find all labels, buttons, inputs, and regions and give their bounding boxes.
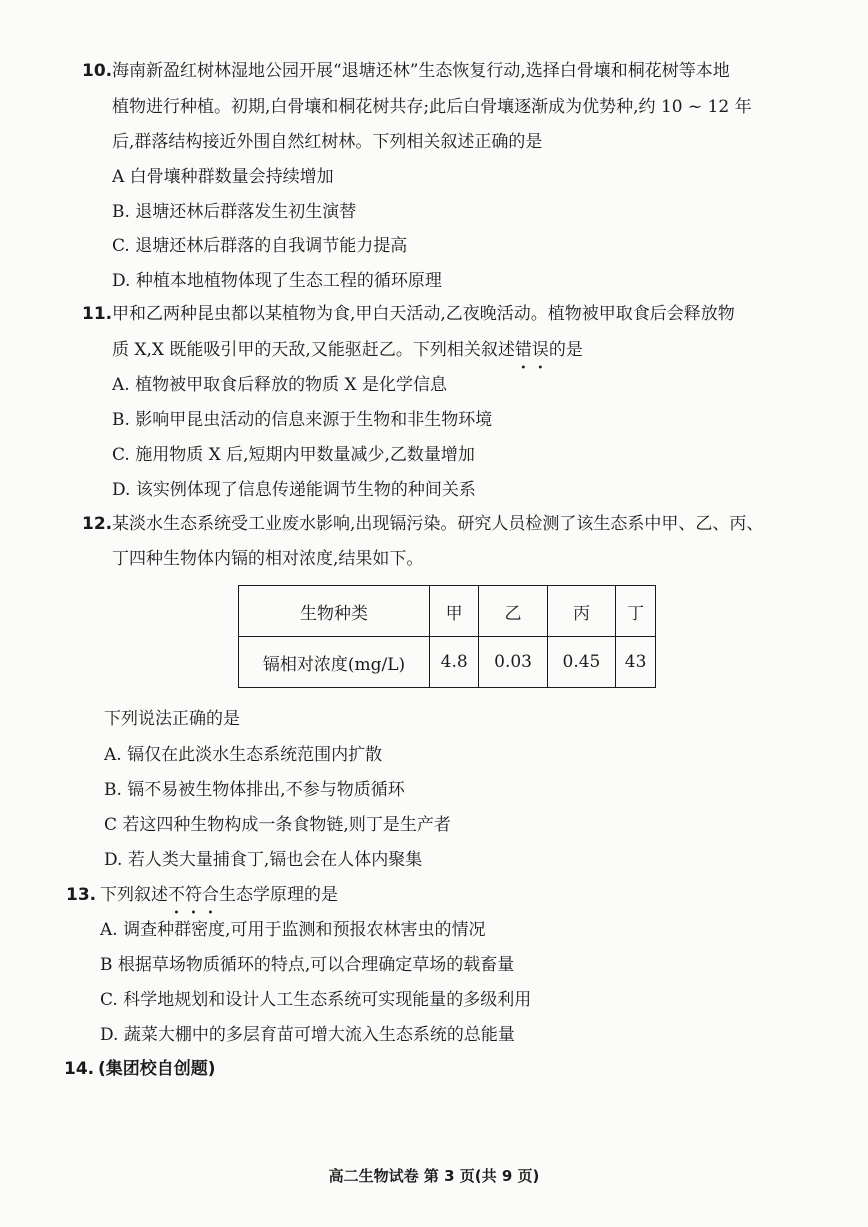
q11-option-d: D. 该实例体现了信息传递能调节生物的种间关系 [112, 480, 476, 500]
q13-stem-pre: 下列叙述 [100, 885, 168, 905]
table-row [239, 637, 656, 688]
cadmium-concentration-table [238, 585, 656, 688]
q13-option-b: B 根据草场物质循环的特点,可以合理确定草场的载畜量 [100, 955, 515, 975]
page-footer: 高二生物试卷 第 3 页(共 9 页) [328, 1167, 540, 1185]
q14-title: (集团校自创题) [98, 1059, 216, 1079]
q14-number: 14. [64, 1059, 95, 1079]
table-header-cell: 甲 [430, 586, 479, 637]
q12-option-d: D. 若人类大量捕食丁,镉也会在人体内聚集 [104, 850, 423, 870]
table-header-cell: 丁 [616, 586, 656, 637]
q13-number: 13. [66, 885, 97, 905]
q10-option-d: D. 种植本地植物体现了生态工程的循环原理 [112, 271, 442, 291]
q11-number: 11. [82, 304, 113, 324]
table-cell: 镉相对浓度(mg/L) [239, 637, 430, 688]
q11-emphasis-char-2: 误 [531, 340, 549, 360]
table-cell: 4.8 [430, 637, 479, 688]
q13-option-c: C. 科学地规划和设计人工生态系统可实现能量的多级利用 [100, 990, 532, 1010]
q13-option-d: D. 蔬菜大棚中的多层育苗可增大流入生态系统的总能量 [100, 1025, 515, 1045]
q10-option-b: B. 退塘还林后群落发生初生演替 [112, 202, 357, 222]
q13-stem [100, 884, 338, 906]
q11-option-c: C. 施用物质 X 后,短期内甲数量减少,乙数量增加 [112, 445, 475, 465]
table-cell: 0.45 [547, 637, 615, 688]
q13-emphasis-char-2: 符 [185, 885, 202, 905]
q10-option-c: C. 退塘还林后群落的自我调节能力提高 [112, 236, 408, 256]
q12-stem-line-1: 某淡水生态系统受工业废水影响,出现镉污染。研究人员检测了该生态系中甲、乙、丙、 [112, 514, 764, 534]
q13-emphasis-char-3: 合 [202, 885, 219, 905]
table-cell: 43 [616, 637, 656, 688]
table-header-cell: 生物种类 [239, 586, 430, 637]
q11-option-a: A. 植物被甲取食后释放的物质 X 是化学信息 [112, 375, 447, 395]
table-header-cell: 乙 [479, 586, 547, 637]
q11-emphasis-char-1: 错 [514, 340, 532, 360]
q12-prompt: 下列说法正确的是 [104, 709, 240, 729]
table-row [239, 586, 656, 637]
q11-stem-line-2 [112, 339, 583, 361]
table-header-cell: 丙 [547, 586, 615, 637]
table-cell: 0.03 [479, 637, 547, 688]
q10-stem-line-1: 海南新盈红树林湿地公园开展“退塘还林”生态恢复行动,选择白骨壤和桐花树等本地 [112, 61, 730, 81]
q10-option-a: A 白骨壤种群数量会持续增加 [112, 167, 334, 187]
q11-stem-line-2-post: 的是 [548, 340, 583, 360]
q13-stem-post: 生态学原理的是 [219, 885, 338, 905]
q12-option-a: A. 镉仅在此淡水生态系统范围内扩散 [104, 745, 383, 765]
q10-number: 10. [82, 61, 113, 81]
q13-emphasis-char-1: 不 [168, 885, 185, 905]
q10-stem-line-2: 植物进行种植。初期,白骨壤和桐花树共存;此后白骨壤逐渐成为优势种,约 10 ~ 12 年 [112, 97, 752, 117]
q12-option-c: C 若这四种生物构成一条食物链,则丁是生产者 [104, 815, 451, 835]
q11-option-b: B. 影响甲昆虫活动的信息来源于生物和非生物环境 [112, 410, 493, 430]
q13-option-a: A. 调查种群密度,可用于监测和预报农林害虫的情况 [100, 920, 486, 940]
q12-stem-line-2: 丁四种生物体内镉的相对浓度,结果如下。 [112, 549, 424, 569]
q11-stem-line-1: 甲和乙两种昆虫都以某植物为食,甲白天活动,乙夜晚活动。植物被甲取食后会释放物 [112, 304, 735, 324]
q12-number: 12. [82, 514, 113, 534]
q11-stem-line-2-pre: 质 X,X 既能吸引甲的天敌,又能驱赶乙。下列相关叙述 [112, 340, 515, 360]
q12-option-b: B. 镉不易被生物体排出,不参与物质循环 [104, 780, 405, 800]
q10-stem-line-3: 后,群落结构接近外围自然红树林。下列相关叙述正确的是 [112, 132, 543, 152]
